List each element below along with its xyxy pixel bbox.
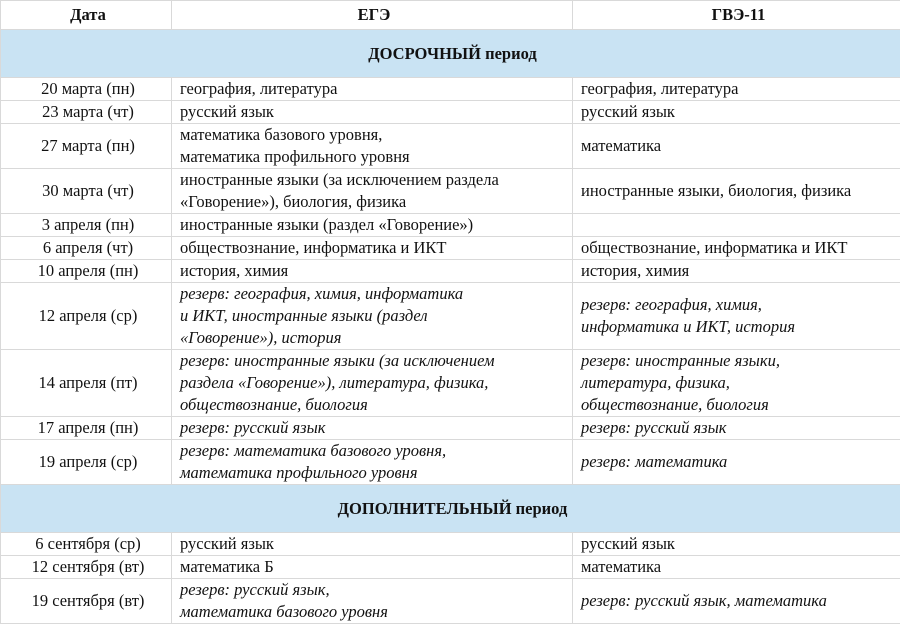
cell-line: история, химия (180, 260, 568, 282)
cell-line: русский язык (180, 101, 568, 123)
date-cell: 19 сентября (вт) (1, 579, 172, 624)
header-date: Дата (1, 1, 172, 30)
cell-line: математика базового уровня (180, 601, 568, 623)
date-cell: 3 апреля (пн) (1, 214, 172, 237)
gve-cell (573, 283, 900, 350)
cell-line: «Говорение»), история (180, 327, 568, 349)
cell-line: и ИКТ, иностранные языки (раздел (180, 305, 568, 327)
ege-cell (172, 101, 573, 124)
gve-cell (573, 440, 900, 485)
date-cell: 17 апреля (пн) (1, 417, 172, 440)
schedule-row (1, 350, 900, 417)
cell-line: иностранные языки (за исключением раздела (180, 169, 568, 191)
cell-line: резерв: русский язык, (180, 579, 568, 601)
ege-cell (172, 124, 573, 169)
cell-line: информатика и ИКТ, история (581, 316, 896, 338)
cell-line: математика (581, 135, 896, 157)
gve-cell (573, 417, 900, 440)
date-cell: 10 апреля (пн) (1, 260, 172, 283)
cell-line: обществознание, информатика и ИКТ (180, 237, 568, 259)
date-cell: 14 апреля (пт) (1, 350, 172, 417)
gve-cell (573, 78, 900, 101)
date-cell: 27 марта (пн) (1, 124, 172, 169)
cell-line: раздела «Говорение»), литература, физика, (180, 372, 568, 394)
schedule-body (1, 30, 900, 624)
cell-line: иностранные языки, биология, физика (581, 180, 896, 202)
cell-line: русский язык (581, 533, 896, 555)
cell-line: обществознание, биология (180, 394, 568, 416)
period-name: ДОПОЛНИТЕЛЬНЫЙ (338, 499, 512, 518)
cell-line: русский язык (581, 101, 896, 123)
period-word: период (485, 44, 537, 63)
gve-cell (573, 260, 900, 283)
schedule-row (1, 169, 900, 214)
cell-line: география, литература (180, 78, 568, 100)
ege-cell (172, 533, 573, 556)
cell-line: математика (581, 556, 896, 578)
schedule-row (1, 579, 900, 624)
ege-cell (172, 350, 573, 417)
ege-cell (172, 283, 573, 350)
date-cell: 6 сентября (ср) (1, 533, 172, 556)
cell-line: резерв: математика (581, 451, 896, 473)
gve-cell (573, 101, 900, 124)
cell-line: резерв: иностранные языки (за исключением (180, 350, 568, 372)
ege-cell (172, 237, 573, 260)
ege-cell (172, 214, 573, 237)
schedule-row (1, 124, 900, 169)
gve-cell (573, 214, 900, 237)
date-cell: 23 марта (чт) (1, 101, 172, 124)
ege-cell (172, 556, 573, 579)
gve-cell (573, 350, 900, 417)
schedule-row (1, 101, 900, 124)
cell-line: русский язык (180, 533, 568, 555)
date-cell: 20 марта (пн) (1, 78, 172, 101)
date-cell: 12 сентября (вт) (1, 556, 172, 579)
date-cell: 6 апреля (чт) (1, 237, 172, 260)
gve-cell (573, 556, 900, 579)
cell-line: иностранные языки (раздел «Говорение») (180, 214, 568, 236)
cell-line: история, химия (581, 260, 896, 282)
cell-line: резерв: география, химия, (581, 294, 896, 316)
date-cell: 19 апреля (ср) (1, 440, 172, 485)
schedule-row (1, 417, 900, 440)
period-heading (1, 30, 900, 78)
cell-line: резерв: иностранные языки, (581, 350, 896, 372)
gve-cell (573, 579, 900, 624)
cell-line: резерв: математика базового уровня, (180, 440, 568, 462)
date-cell: 30 марта (чт) (1, 169, 172, 214)
ege-cell (172, 417, 573, 440)
cell-line: резерв: география, химия, информатика (180, 283, 568, 305)
gve-cell (573, 533, 900, 556)
period-word: период (516, 499, 568, 518)
cell-line: обществознание, биология (581, 394, 896, 416)
schedule-row (1, 440, 900, 485)
period-row (1, 30, 900, 78)
cell-line: математика Б (180, 556, 568, 578)
schedule-row (1, 214, 900, 237)
ege-cell (172, 260, 573, 283)
schedule-row (1, 283, 900, 350)
cell-line: «Говорение»), биология, физика (180, 191, 568, 213)
cell-line: математика профильного уровня (180, 146, 568, 168)
period-heading (1, 485, 900, 533)
schedule-row (1, 260, 900, 283)
schedule-row (1, 556, 900, 579)
header-row (1, 1, 900, 30)
cell-line: резерв: русский язык (180, 417, 568, 439)
cell-line: математика профильного уровня (180, 462, 568, 484)
cell-line: литература, физика, (581, 372, 896, 394)
header-ege: ЕГЭ (172, 1, 573, 30)
schedule-row (1, 533, 900, 556)
ege-cell (172, 78, 573, 101)
schedule-row (1, 78, 900, 101)
period-name: ДОСРОЧНЫЙ (368, 44, 481, 63)
cell-line: резерв: русский язык, математика (581, 590, 896, 612)
ege-cell (172, 440, 573, 485)
gve-cell (573, 124, 900, 169)
cell-line: математика базового уровня, (180, 124, 568, 146)
ege-cell (172, 579, 573, 624)
period-row (1, 485, 900, 533)
cell-line: география, литература (581, 78, 896, 100)
cell-line: обществознание, информатика и ИКТ (581, 237, 896, 259)
gve-cell (573, 237, 900, 260)
cell-line: резерв: русский язык (581, 417, 896, 439)
ege-cell (172, 169, 573, 214)
date-cell: 12 апреля (ср) (1, 283, 172, 350)
schedule-row (1, 237, 900, 260)
gve-cell (573, 169, 900, 214)
header-gve: ГВЭ-11 (573, 1, 900, 30)
